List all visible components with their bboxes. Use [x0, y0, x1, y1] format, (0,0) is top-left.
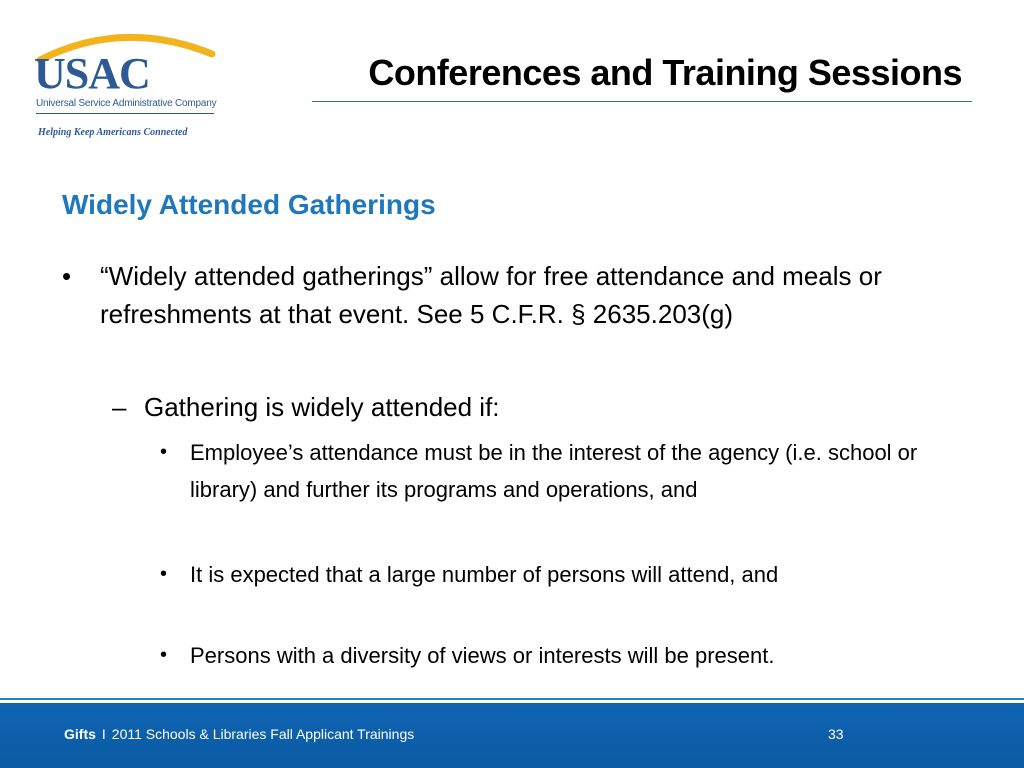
footer-section: Gifts: [64, 726, 96, 742]
bullet-level1: [62, 257, 942, 333]
bullet-marker: •: [160, 644, 168, 666]
logo-company-name: Universal Service Administrative Company: [36, 98, 217, 109]
bullet-text: Gathering is widely attended if:: [144, 392, 500, 422]
bullet-level3: [160, 556, 970, 593]
bullet-level3: [160, 434, 970, 508]
bullet-marker: •: [62, 261, 72, 291]
footer-event: 2011 Schools & Libraries Fall Applicant Trainings: [111, 726, 415, 742]
usac-logo: [28, 22, 228, 138]
footer-bar: [0, 703, 1024, 768]
bullet-marker: •: [160, 563, 168, 585]
logo-tagline: Helping Keep Americans Connected: [38, 127, 188, 138]
bullet-level2: [112, 388, 500, 426]
footer-separator: I: [101, 726, 106, 742]
bullet-text: Employee’s attendance must be in the interest of the agency (i.e. school or library) and further its programs and operations, and: [190, 440, 918, 502]
slide-title: Conferences and Training Sessions: [368, 52, 962, 93]
page-number: 33: [828, 726, 844, 742]
bullet-text: Persons with a diversity of views or interests will be present.: [190, 643, 775, 668]
slide-subheading: Widely Attended Gatherings: [62, 189, 436, 220]
bullet-level3: [160, 637, 970, 674]
footer-caption: [64, 726, 414, 742]
logo-wordmark: USAC: [34, 49, 150, 98]
title-divider: [312, 101, 972, 102]
dash-marker: –: [112, 392, 127, 422]
footer-divider: [0, 698, 1024, 700]
bullet-text: “Widely attended gatherings” allow for free attendance and meals or refreshments at that event. See 5 C.F.R. § 2635.203(g): [100, 261, 882, 329]
logo-rule: [36, 113, 214, 114]
bullet-text: It is expected that a large number of persons will attend, and: [190, 562, 779, 587]
bullet-marker: •: [160, 441, 168, 463]
